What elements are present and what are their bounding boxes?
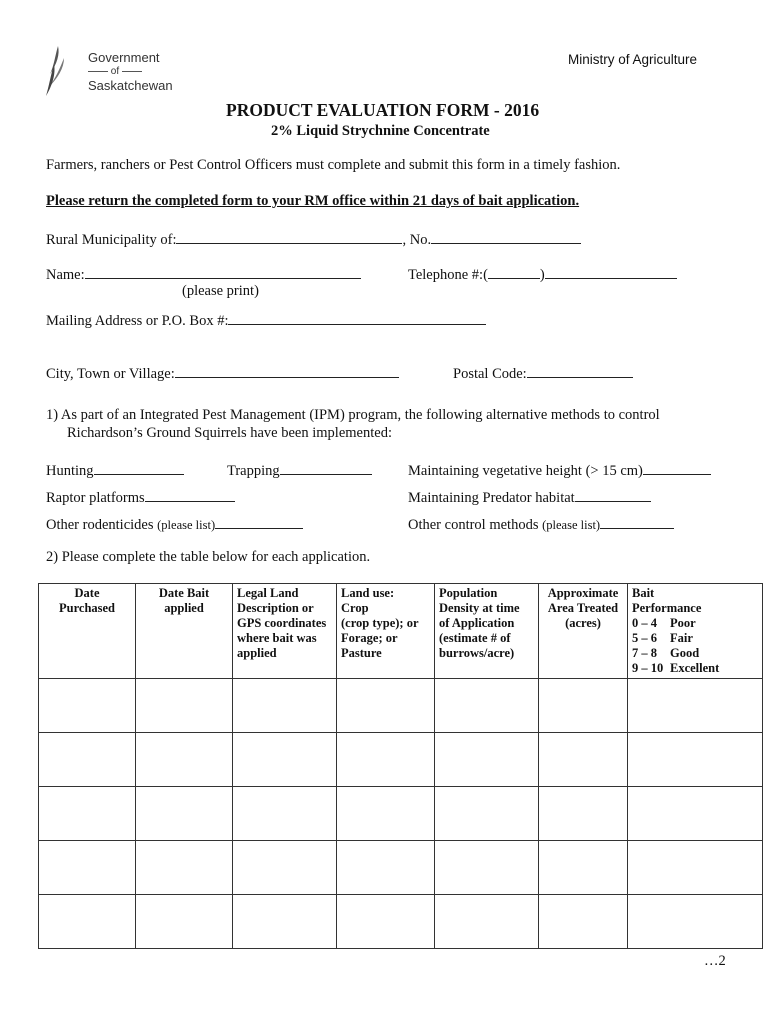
table-row xyxy=(39,733,763,787)
vegetative-input-line[interactable] xyxy=(643,460,711,475)
name-row xyxy=(46,264,361,284)
other-methods-row xyxy=(408,514,674,534)
telephone-row xyxy=(408,264,677,284)
logo-line-saskatchewan: Saskatchewan xyxy=(88,78,173,93)
rm-input-line[interactable] xyxy=(176,229,402,244)
page-subtitle: 2% Liquid Strychnine Concentrate xyxy=(271,123,490,139)
table-cell[interactable] xyxy=(628,679,763,733)
page-continuation-marker: …2 xyxy=(704,953,726,969)
table-cell[interactable] xyxy=(539,679,628,733)
table-cell[interactable] xyxy=(337,679,435,733)
table-row xyxy=(39,679,763,733)
table-row xyxy=(39,895,763,949)
table-cell[interactable] xyxy=(136,679,233,733)
trapping-row xyxy=(227,460,372,480)
table-cell[interactable] xyxy=(628,895,763,949)
table-cell[interactable] xyxy=(435,841,539,895)
q1-line2: Richardson’s Ground Squirrels have been implemented: xyxy=(67,425,392,441)
table-row xyxy=(39,841,763,895)
header-area-treated: Approximate Area Treated (acres) xyxy=(539,584,628,679)
ministry-name: Ministry of Agriculture xyxy=(568,52,698,67)
hunting-input-line[interactable] xyxy=(94,460,184,475)
table-cell[interactable] xyxy=(628,733,763,787)
return-notice: Please return the completed form to your RM office within 21 days of bait application. xyxy=(46,193,580,209)
logo-line-government: Government xyxy=(88,50,160,65)
table-cell[interactable] xyxy=(539,895,628,949)
predator-row xyxy=(408,487,651,507)
table-cell[interactable] xyxy=(628,841,763,895)
rm-number-input-line[interactable] xyxy=(431,229,581,244)
predator-input-line[interactable] xyxy=(575,487,651,502)
trapping-input-line[interactable] xyxy=(280,460,372,475)
table-cell[interactable] xyxy=(337,733,435,787)
table-cell[interactable] xyxy=(233,787,337,841)
other-methods-input-line[interactable] xyxy=(600,514,674,529)
table-cell[interactable] xyxy=(539,787,628,841)
raptor-input-line[interactable] xyxy=(145,487,235,502)
performance-scale-fair: 5 – 6 Fair xyxy=(632,631,693,645)
mailing-input-line[interactable] xyxy=(228,310,486,325)
header-legal-land: Legal Land Description or GPS coordinates where bait was applied xyxy=(233,584,337,679)
telephone-label: Telephone #:( xyxy=(408,267,488,283)
postal-label: Postal Code: xyxy=(453,366,527,382)
telephone-input-line[interactable] xyxy=(545,264,677,279)
other-rodenticides-row xyxy=(46,514,303,534)
table-cell[interactable] xyxy=(136,895,233,949)
trapping-label: Trapping xyxy=(227,463,280,479)
header-date-bait-applied: Date Bait applied xyxy=(136,584,233,679)
table-cell[interactable] xyxy=(233,733,337,787)
table-cell[interactable] xyxy=(233,679,337,733)
mailing-label: Mailing Address or P.O. Box #: xyxy=(46,313,229,329)
vegetative-label: Maintaining vegetative height (> 15 cm) xyxy=(408,463,643,479)
application-table xyxy=(38,583,763,949)
performance-scale-good: 7 – 8 Good xyxy=(632,646,700,660)
name-input-line[interactable] xyxy=(85,264,361,279)
table-cell[interactable] xyxy=(39,841,136,895)
table-cell[interactable] xyxy=(136,841,233,895)
other-methods-note: (please list) xyxy=(542,518,601,532)
table-cell[interactable] xyxy=(539,733,628,787)
other-rodenticides-note: (please list) xyxy=(157,518,216,532)
please-print-note: (please print) xyxy=(182,283,259,299)
hunting-label: Hunting xyxy=(46,463,94,479)
header-land-use: Land use: Crop (crop type); or Forage; or Pasture xyxy=(337,584,435,679)
table-cell[interactable] xyxy=(337,787,435,841)
city-input-line[interactable] xyxy=(175,363,399,378)
table-cell[interactable] xyxy=(39,679,136,733)
header-population-density: Population Density at time of Application (estimate # of burrows/acre) xyxy=(435,584,539,679)
performance-scale-excellent: 9 – 10 Excellent xyxy=(632,661,720,675)
table-cell[interactable] xyxy=(337,895,435,949)
table-cell[interactable] xyxy=(628,787,763,841)
area-code-input-line[interactable] xyxy=(488,264,540,279)
telephone-close-paren: ) xyxy=(539,267,545,283)
predator-label: Maintaining Predator habitat xyxy=(408,490,575,506)
postal-input-line[interactable] xyxy=(527,363,633,378)
city-label: City, Town or Village: xyxy=(46,366,175,382)
vegetative-row xyxy=(408,460,711,480)
page-title: PRODUCT EVALUATION FORM - 2016 xyxy=(226,100,540,120)
other-rodenticides-label: Other rodenticides xyxy=(46,517,154,533)
performance-scale-poor: 0 – 4 Poor xyxy=(632,616,696,630)
hunting-row xyxy=(46,460,184,480)
intro-text: Farmers, ranchers or Pest Control Officers must complete and submit this form in a timely fashion. xyxy=(46,157,621,173)
table-cell[interactable] xyxy=(39,733,136,787)
raptor-label: Raptor platforms xyxy=(46,490,145,506)
other-methods-label: Other control methods xyxy=(408,517,539,533)
government-logo xyxy=(44,44,173,100)
name-label: Name: xyxy=(46,267,85,283)
table-cell[interactable] xyxy=(435,679,539,733)
table-cell[interactable] xyxy=(435,733,539,787)
postal-row xyxy=(453,363,633,383)
rm-number-label: , No. xyxy=(402,232,432,248)
header-date-purchased: Date Purchased xyxy=(39,584,136,679)
table-cell[interactable] xyxy=(39,787,136,841)
rm-row xyxy=(46,229,581,249)
rm-label: Rural Municipality of: xyxy=(46,232,177,248)
mailing-row xyxy=(46,310,486,330)
table-cell[interactable] xyxy=(435,787,539,841)
table-cell[interactable] xyxy=(435,895,539,949)
table-cell[interactable] xyxy=(233,841,337,895)
header-bait-performance: Bait Performance 0 – 4 Poor 5 – 6 Fair 7 – 8 Good 9 – 10 Excellent xyxy=(628,584,763,679)
table-row xyxy=(39,787,763,841)
q2-text: 2) Please complete the table below for each application. xyxy=(46,549,371,565)
q1-line1: 1) As part of an Integrated Pest Management (IPM) program, the following alternative methods to control xyxy=(46,407,660,423)
table-cell[interactable] xyxy=(136,787,233,841)
logo-line-of: of xyxy=(88,66,142,77)
table-cell[interactable] xyxy=(39,895,136,949)
table-cell[interactable] xyxy=(337,841,435,895)
raptor-row xyxy=(46,487,235,507)
city-row xyxy=(46,363,399,383)
table-cell[interactable] xyxy=(233,895,337,949)
other-rodenticides-input-line[interactable] xyxy=(215,514,303,529)
table-header-row xyxy=(39,584,763,679)
wheat-stalk-icon xyxy=(44,44,68,100)
table-cell[interactable] xyxy=(136,733,233,787)
table-cell[interactable] xyxy=(539,841,628,895)
